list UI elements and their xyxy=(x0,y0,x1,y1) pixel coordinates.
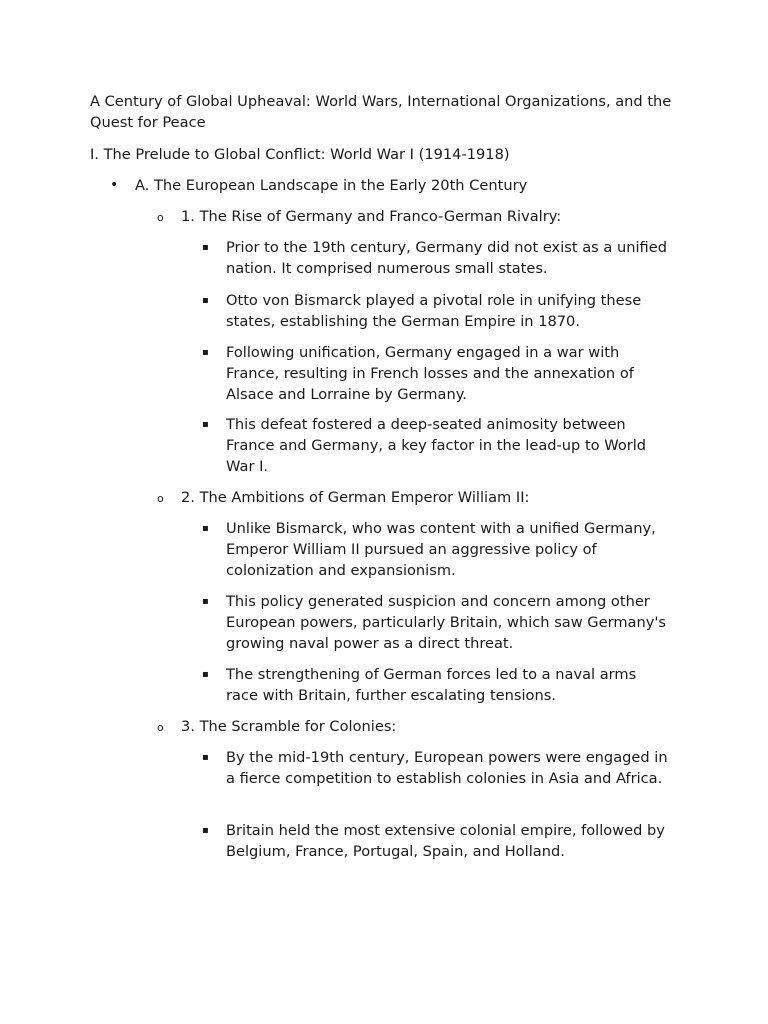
point-text: This defeat fostered a deep-seated animosity between France and Germany, a key factor in the lead-up to World War I. xyxy=(226,416,647,475)
list-item-3-label: 3. The Scramble for Colonies: xyxy=(181,718,397,735)
list-item-2-label: 2. The Ambitions of German Emperor William II: xyxy=(181,489,530,506)
point xyxy=(202,342,670,405)
square-bullet-marker: ▪ xyxy=(202,242,209,253)
list-item-3 xyxy=(157,716,677,739)
point xyxy=(202,414,670,477)
point-text: Otto von Bismarck played a pivotal role in unifying these states, establishing the German Empire in 1870. xyxy=(226,292,642,330)
point-text: Unlike Bismarck, who was content with a unified Germany, Emperor William II pursued an aggressive policy of colonization and expansionism. xyxy=(226,520,656,579)
point xyxy=(202,820,670,862)
circle-bullet-marker: o xyxy=(157,492,164,505)
subsection-a-label: A. The European Landscape in the Early 20th Century xyxy=(135,177,528,194)
subsection-a xyxy=(110,175,680,196)
point xyxy=(202,237,670,279)
point-text: Prior to the 19th century, Germany did not exist as a unified nation. It comprised numerous small states. xyxy=(226,239,667,277)
point xyxy=(202,747,670,789)
point xyxy=(202,664,670,706)
square-bullet-marker: ▪ xyxy=(202,752,209,763)
square-bullet-marker: ▪ xyxy=(202,347,209,358)
point xyxy=(202,518,670,581)
circle-bullet-marker: o xyxy=(157,211,164,224)
square-bullet-marker: ▪ xyxy=(202,419,209,430)
point xyxy=(202,290,670,332)
square-bullet-marker: ▪ xyxy=(202,669,209,680)
square-bullet-marker: ▪ xyxy=(202,295,209,306)
square-bullet-marker: ▪ xyxy=(202,523,209,534)
document-title: A Century of Global Upheaval: World Wars, International Organizations, and the Quest for Peace xyxy=(90,93,672,131)
point-text: By the mid-19th century, European powers were engaged in a fierce competition to establish colonies in Asia and Africa. xyxy=(226,749,668,787)
point-text: The strengthening of German forces led to a naval arms race with Britain, further escalating tensions. xyxy=(226,666,637,704)
list-item-2 xyxy=(157,487,677,510)
list-item-1-label: 1. The Rise of Germany and Franco-German Rivalry: xyxy=(181,208,562,225)
point-text: Following unification, Germany engaged in a war with France, resulting in French losses and the annexation of Alsace and Lorraine by Germany. xyxy=(226,344,634,403)
square-bullet-marker: ▪ xyxy=(202,825,209,836)
point xyxy=(202,591,670,654)
point-text: Britain held the most extensive colonial empire, followed by Belgium, France, Portugal, Spain, and Holland. xyxy=(226,822,665,860)
point-text: This policy generated suspicion and concern among other European powers, particularly Britain, which saw Germany's growing naval power as a direct threat. xyxy=(226,593,666,652)
bullet-marker: • xyxy=(110,177,119,193)
circle-bullet-marker: o xyxy=(157,721,164,734)
list-item-1 xyxy=(157,206,677,229)
section-heading: I. The Prelude to Global Conflict: World War I (1914-1918) xyxy=(90,146,510,163)
square-bullet-marker: ▪ xyxy=(202,596,209,607)
